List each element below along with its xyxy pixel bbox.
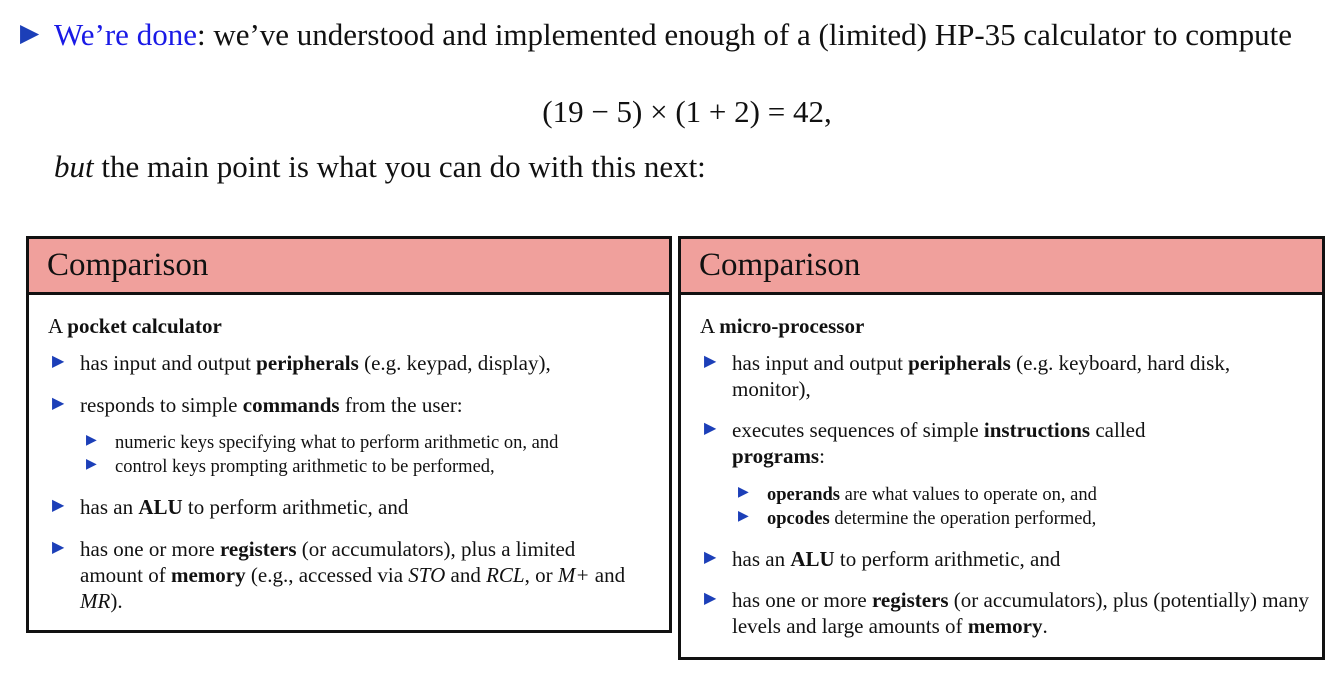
bullet-triangle-icon: ▶ [738, 509, 749, 524]
bullet-triangle-icon: ▶ [704, 353, 717, 370]
sub-list-item: ▶ opcodes determine the operation performed, [738, 507, 1096, 531]
box-title: Comparison [681, 239, 1322, 295]
equation: (19 − 5) × (1 + 2) = 42, [542, 94, 832, 129]
top-bullet-rest: : we’ve understood and implemented enough of a (limited) HP-35 calculator to compute [196, 17, 1292, 52]
comparison-box-microprocessor [678, 236, 1325, 660]
list-item: ▶ executes sequences of simple instructions called programs: [704, 418, 1146, 468]
bullet-triangle-icon: ▶ [52, 539, 65, 556]
box-title: Comparison [29, 239, 669, 295]
bullet-triangle-icon: ▶ [20, 20, 40, 47]
bullet-triangle-icon: ▶ [704, 549, 717, 566]
next-rest: the main point is what you can do with this next: [93, 149, 706, 184]
list-item: ▶ has input and output peripherals (e.g. keypad, display), [52, 351, 551, 375]
were-done-link[interactable]: We’re done [54, 17, 197, 52]
list-item: ▶ has an ALU to perform arithmetic, and [52, 495, 409, 519]
sub-list-item: ▶ control keys prompting arithmetic to be performed, [86, 455, 495, 479]
list-item: ▶ has input and output peripherals (e.g. keyboard, hard disk, monitor), [704, 351, 1231, 401]
bullet-triangle-icon: ▶ [704, 590, 717, 607]
bullet-triangle-icon: ▶ [52, 395, 65, 412]
list-item: ▶ has one or more registers (or accumulators), plus (potentially) many levels and large amounts of memory. [704, 588, 1309, 638]
sub-list-item: ▶ numeric keys specifying what to perform arithmetic on, and [86, 431, 558, 455]
bullet-triangle-icon: ▶ [86, 457, 97, 472]
comparison-box-calculator [26, 236, 672, 633]
bullet-triangle-icon: ▶ [86, 433, 97, 448]
box-intro: A micro-processor [700, 314, 865, 338]
next-line [54, 147, 706, 187]
bullet-triangle-icon: ▶ [52, 353, 65, 370]
bullet-triangle-icon: ▶ [52, 497, 65, 514]
box-intro: A pocket calculator [48, 314, 222, 338]
sub-list-item: ▶ operands are what values to operate on, and [738, 483, 1097, 507]
bullet-triangle-icon: ▶ [704, 420, 717, 437]
next-emphasis: but [54, 149, 94, 184]
bullet-triangle-icon: ▶ [738, 485, 749, 500]
top-bullet-text [54, 14, 1294, 55]
list-item: ▶ has an ALU to perform arithmetic, and [704, 547, 1061, 571]
list-item: ▶ responds to simple commands from the user: [52, 393, 463, 417]
list-item: ▶ has one or more registers (or accumulators), plus a limited amount of memory (e.g., accessed via STO and RCL, or M+ and MR). [52, 537, 626, 613]
